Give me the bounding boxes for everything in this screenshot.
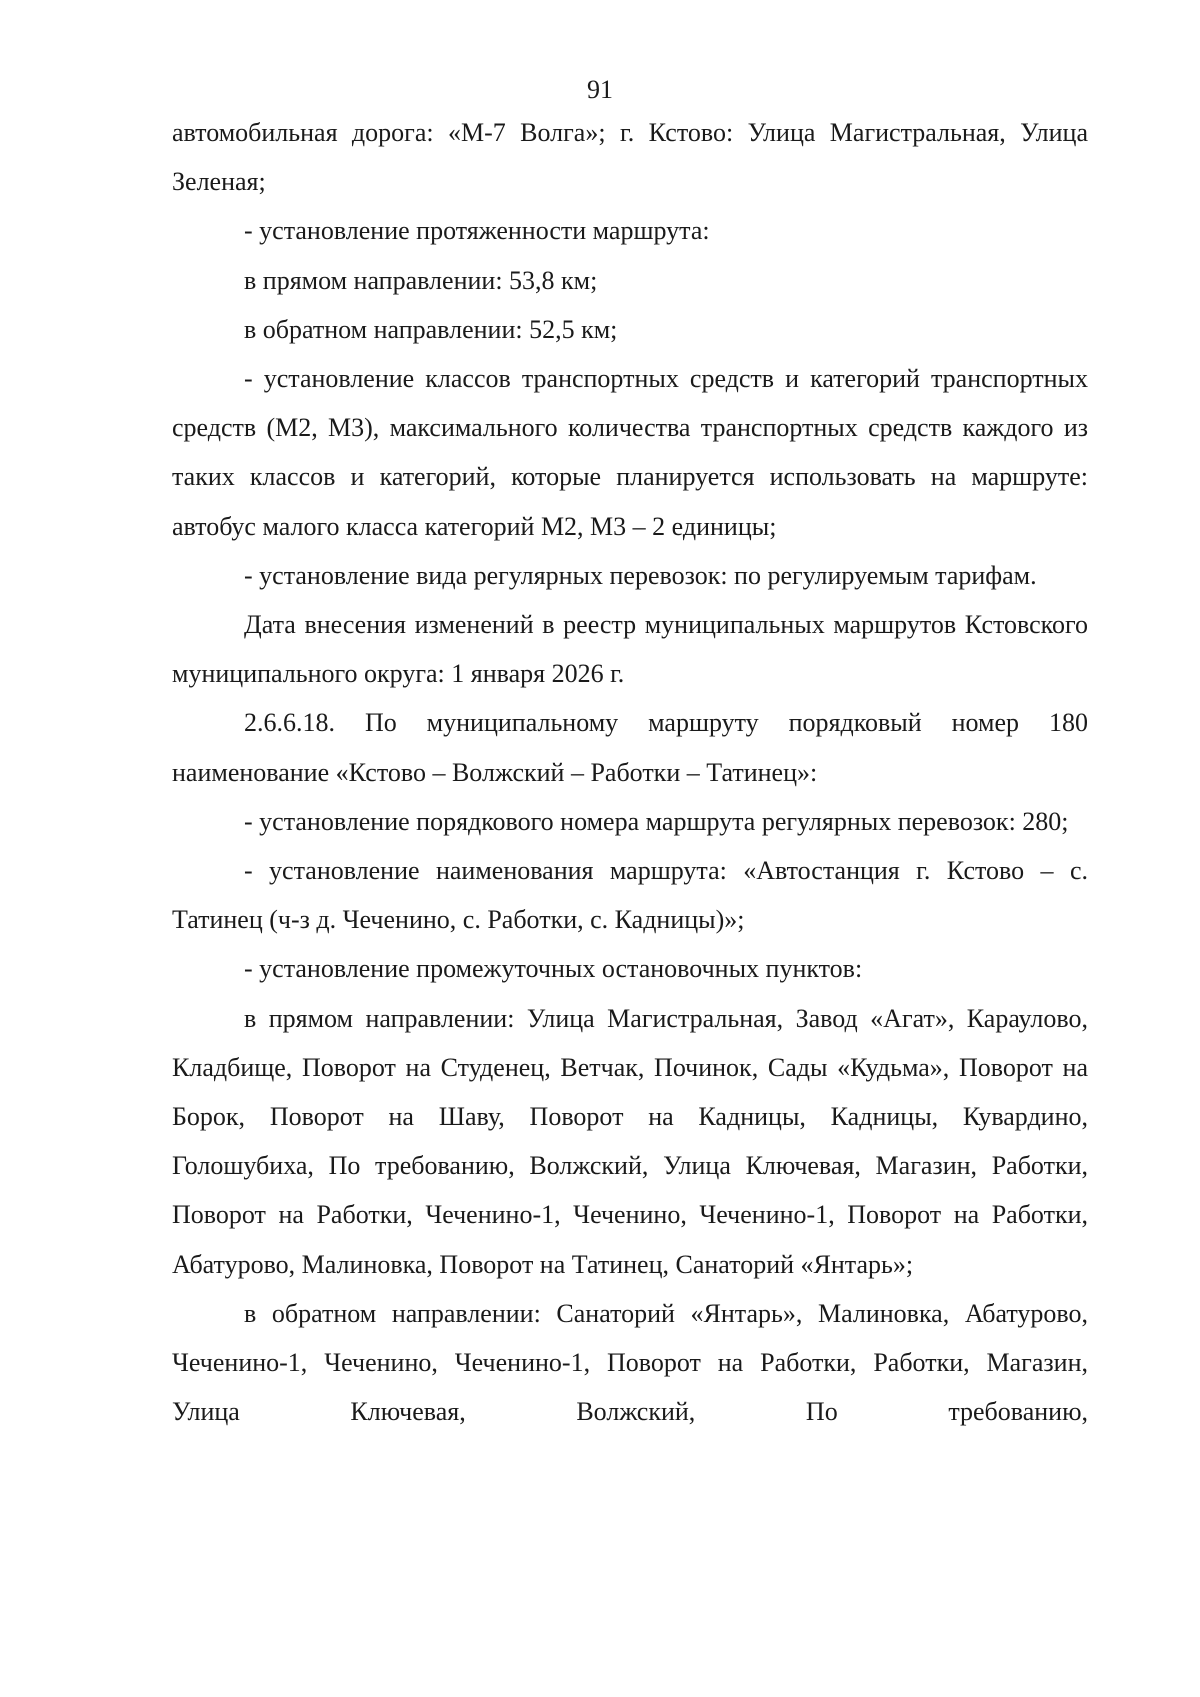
paragraph-route-180-heading: 2.6.6.18. По муниципальному маршруту порядковый номер 180 наименование «Кстово – Волжский – Работки – Татинец»:: [172, 708, 1088, 787]
paragraph-stops-heading: - установление промежуточных остановочных пунктов:: [244, 954, 863, 984]
paragraph-road-continuation: автомобильная дорога: «М-7 Волга»; г. Кстово: Улица Магистральная, Улица Зеленая;: [172, 118, 1088, 197]
paragraph-registry-date: Дата внесения изменений в реестр муниципальных маршрутов Кстовского муниципального округа: 1 января 2026 г.: [172, 610, 1088, 689]
paragraph-backward-length: в обратном направлении: 52,5 км;: [244, 314, 618, 344]
paragraph-stops-forward: в прямом направлении: Улица Магистральная, Завод «Агат», Караулово, Кладбище, Поворот на Студенец, Ветчак, Починок, Сады «Кудьма», Поворот на Борок, Поворот на Шаву, Поворот на Кадницы, Кадницы, Кувардино, Голошубиха, По требованию, Волжский, Улица Ключевая, Магазин, Работки, Поворот на Работки, Чеченино-1, Чеченино, Чеченино-1, Поворот на Работки, Абатурово, Малиновка, Поворот на Татинец, Санаторий «Янтарь»;: [172, 1003, 1088, 1279]
paragraph-vehicle-classes: - установление классов транспортных средств и категорий транспортных средств (М2, М3), максимального количества транспортных средств каждого из таких классов и категорий, которые планируется использовать на маршруте: автобус малого класса категорий М2, М3 – 2 единицы;: [172, 364, 1088, 541]
paragraph-forward-length: в прямом направлении: 53,8 км;: [244, 265, 598, 295]
page-number: 91: [587, 75, 613, 104]
paragraph-route-name: - установление наименования маршрута: «Автостанция г. Кстово – с. Татинец (ч-з д. Чеченино, с. Работки, с. Кадницы)»;: [172, 856, 1088, 935]
paragraph-transport-type: - установление вида регулярных перевозок: по регулируемым тарифам.: [244, 560, 1037, 590]
document-body: [172, 108, 1088, 1436]
paragraph-route-number: - установление порядкового номера маршрута регулярных перевозок: 280;: [244, 806, 1069, 836]
paragraph-stops-backward: в обратном направлении: Санаторий «Янтарь», Малиновка, Абатурово, Чеченино-1, Чеченино, Чеченино-1, Поворот на Работки, Работки, Магазин, Улица Ключевая, Волжский, По требованию,: [172, 1298, 1088, 1427]
paragraph-route-length-heading: - установление протяженности маршрута:: [244, 216, 710, 246]
